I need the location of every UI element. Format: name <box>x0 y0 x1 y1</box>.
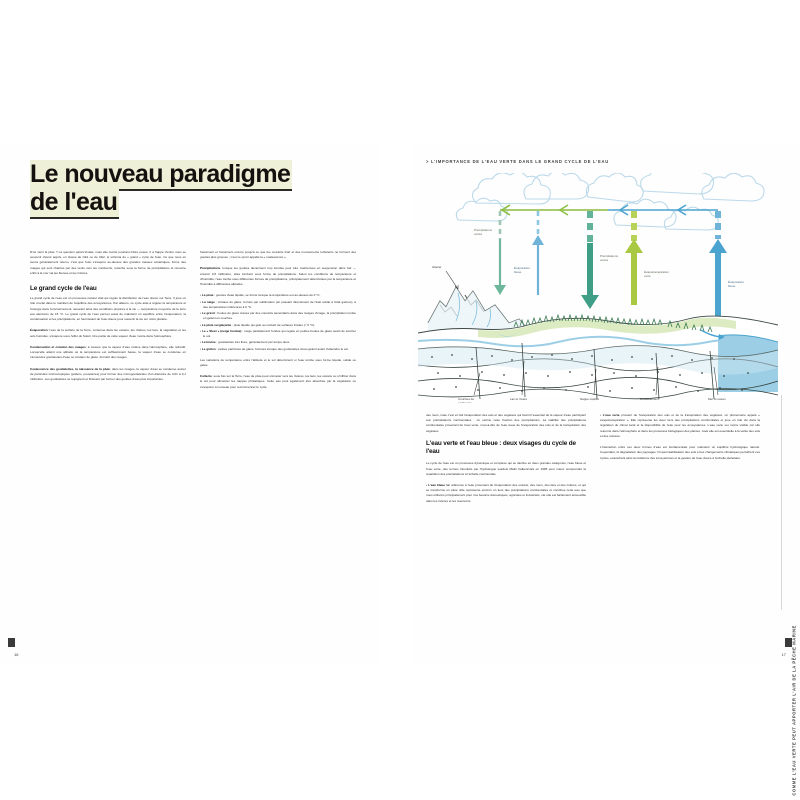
left-column-1 <box>30 250 186 630</box>
arrow-evaporation-bleue-right <box>709 211 727 323</box>
eau-verte-bleue-intro: Le cycle de l'eau est un processus dynamique et complexe qui se décline en deux grandes catégories, l'eau bleue et l'eau verte, des termes introduits par l'hydrologue suédois Malin Falkenmark en 1995 pour mieux comprendre la répartition des précipitations à l'échelle continentale. <box>426 461 586 476</box>
page-title <box>30 160 320 216</box>
collecte-text: : sous fois sur la Terre, l'eau de pluie peut s'écouler vers les rivières, les lacs, les océans ou s'infiltrer dans le sol pour alimenter les nappes phréatiques. Cette eau peut également être absorbée par la végétation ou s'évaporer à nouveau pour recommencer le cycle. <box>200 374 356 389</box>
label-evapotranspiration-2: verte <box>644 274 651 278</box>
bullet-term: La bruine <box>201 340 216 345</box>
label-nappe-captive: Nappe captive <box>580 397 600 401</box>
bullet-term: La neige <box>202 299 215 304</box>
label-ruissellement: Ruissellement <box>640 397 659 401</box>
figure-caption: > L'IMPORTANCE DE L'EAU VERTE DANS LE GRAND CYCLE DE L'EAU <box>426 159 609 164</box>
right-column-1 <box>426 413 586 625</box>
label-glacier-leader <box>446 271 458 289</box>
list-item: • La pluie verglaçante : pluie liquide qui gèle au contact de surfaces froides (< 0 °C). <box>200 322 316 327</box>
list-item: • La neige : cristaux de glace, formés par sublimation (en passant directement de l'état solide à l'état gazeux), à des températures inférieures à 0 °C. <box>200 299 356 309</box>
label-glacier: Glacier <box>432 265 442 269</box>
folio-mark-left <box>8 638 15 647</box>
title-line-2: de l'eau <box>30 188 119 219</box>
label-couches-sediments-2: sédiments <box>458 401 472 403</box>
precipitations-text: : lorsque les gouttes deviennent trop lourdes pour être maintenues en suspension dans l'air — environ 0,5 millimètre, elles tombent sous forme de précipitations. Selon les conditions de température et d'humidité, l'eau tombe sous différentes formes de précipitations, principalement déterminées par la température et l'humidité à différentes altitudes. <box>200 266 356 287</box>
bullet-term: Le grésil <box>202 311 215 316</box>
closing-paragraph: L'interaction entre ces deux formes d'eau est fondamentale pour maintenir un équilibre hydrologique naturel. Cependant, la dégradation des paysages, l'imperméabilisation des sols et les changements climatiques perturbent ces cycles, exacerbant ainsi la résilience des écosystèmes et la gestion de l'eau douce à l'échelle planétaire. <box>600 445 760 460</box>
label-evaporation-bleue-left-2: bleue <box>514 270 522 274</box>
eau-bleue-paragraph: • L'eau bleue fait référence à l'eau provenant de l'évaporation des océans, des mers, des lacs et des rivières, et qui se transforme en pluie. Elle représente environ un tiers des précipitations continentales et constitue cette eau que nous utilisons principalement pour nos besoins domestiques, agricoles et industriels, car elle est facilement accessible dans les rivières et les réservoirs. <box>426 483 586 503</box>
book-spread <box>0 145 800 796</box>
coalescence-paragraph <box>30 367 186 383</box>
label-mer-ocean: Mer et océan <box>708 397 726 401</box>
running-head-rule <box>781 395 782 610</box>
evaporation-label: Évaporation <box>30 328 48 333</box>
label-precipitations-vertes-main-2: vertes <box>600 258 609 262</box>
eau-verte-label: L'eau verte <box>602 413 620 417</box>
water-cycle-diagram <box>418 173 778 403</box>
folio-right: 17 <box>781 652 786 657</box>
arrow-precipitations-vertes-main <box>581 211 599 309</box>
arrow-precipitations-vertes-left <box>494 211 506 295</box>
grand-cycle-paragraph: Le grand cycle de l'eau est un processus naturel vital qui régule la distribution de l'eau douce sur Terre. Il joue un rôle crucial dans le maintien de l'équilibre des écosystèmes. Par ailleurs, ce cycle aide à réguler la température et l'énergie dans l'environnement, assurant ainsi des conditions propices à la vie — température moyenne de la terre aux alentours de 15 °C. Le grand cycle de l'eau permet aussi de maintenir un équilibre entre l'évaporation, la condensation et les précipitations, en fournissant de l'eau douce pour soutenir la vie sur notre planète. <box>30 296 186 322</box>
folio-mark-right <box>785 638 792 647</box>
condensation-text: : à mesure que la vapeur d'eau s'élève dans l'atmosphère, elle refroidit. Lorsqu'elle atteint une altitude où la température est suffisamment basse, la vapeur d'eau se condense en minuscules gouttelettes d'eau ou cristaux de glace, formant des nuages. <box>30 344 186 360</box>
precipitations-label: Précipitations <box>200 266 221 271</box>
right-body-columns <box>426 413 778 625</box>
eau-verte-paragraph: • L'eau verte provient de l'évaporation des sols et de la transpiration des végétaux, un phénomène appelé « évapotranspiration ». Elle représente les deux tiers des précipitations continentales et joue un rôle clé dans la régulation du climat local et la disponibilité de l'eau pour les écosystèmes. L'eau verte est moins visible car elle retourne dans l'atmosphère et dans les processus biologiques des plantes, mais elle est essentielle à la santé des sols et des cultures. <box>600 413 760 438</box>
label-evaporation-bleue-right-2: bleue <box>728 284 736 288</box>
label-evapotranspiration: Évapotranspiration <box>644 270 670 274</box>
label-couches-sediments: Couches de <box>458 397 475 401</box>
left-page <box>0 145 380 665</box>
spread-gutter <box>380 145 412 665</box>
section-heading-grand-cycle: Le grand cycle de l'eau <box>30 285 97 293</box>
left-body-columns <box>30 250 356 630</box>
list-item: • La bruine : gouttelettes très fines, généralement par temps doux. <box>200 340 291 345</box>
bullet-definition: : cristaux de glace, formés par sublimation (en passant directement de l'état solide à l'état gazeux), à des températures inférieures à 0 °C. <box>203 299 356 309</box>
list-item: • Le « Sleet » (neige fondue) : neige partiellement fondue qui regèle en petites boules de glace avant de toucher le sol. <box>200 328 356 339</box>
left-column-2 <box>200 250 356 630</box>
bullet-definition: : pluie liquide qui gèle au contact de surfaces froides (< 0 °C). <box>231 322 316 327</box>
label-lac-riviere: Lac et rivière <box>510 397 528 401</box>
title-line-1: Le nouveau paradigme <box>30 160 292 191</box>
bullet-term: La pluie <box>201 293 214 298</box>
evaporation-paragraph <box>30 328 186 338</box>
label-evaporation-bleue-left: Évaporation <box>514 266 531 270</box>
collecte-paragraph <box>200 374 356 390</box>
evaporation-text: : l'eau de la surface de la Terre, contenue dans les océans, les rivières, les lacs, la végétation et les sols humides, s'évapore sous l'effet du Soleil. Une partie de cette vapeur d'eau monte dans l'atmosphère. <box>30 328 186 338</box>
bullet-term: La pluie verglaçante <box>201 322 232 327</box>
intro-paragraph: D'où vient la pluie ? La question paraît triviale, mais elle mérite pourtant d'être posée. Il a frappé d'entre nous se souvenir d'avoir appris, en classe de CE1 ou de CE2, le schéma du « grand » cycle de l'eau. Ce que nous en avons généralement retenu, c'est que l'eau s'évapore au-dessus des grandes masses océaniques, forme des nuages qui sont charriés par des vents vers les continents, retombe sous la forme de précipitations et retourne enfin à la mer via les fleuves et les rivières. <box>30 250 186 275</box>
coalescence-text: : dans les nuages, la vapeur d'eau se condense autour de particules microscopiques (pollens, poussières) pour former des microgouttelettes d'un diamètre de 0,01 à 0,1 millimètre. Les gouttelettes se rejoignent et finissent par former des gouttes d'eau plus importantes. <box>30 366 187 381</box>
bullet-definition: : gouttelettes très fines, généralement par temps doux. <box>215 340 291 345</box>
label-precipitations-vertes-main: Précipitations <box>600 254 619 258</box>
bullet-definition: : boules de glace créées par des courants ascendants dans des nuages d'orage, la précipitation tombe en gelant en couches. <box>203 311 356 321</box>
bullet-term: Le grêlon <box>201 346 216 351</box>
precipitations-paragraph <box>200 266 356 287</box>
collecte-label: Collecte <box>200 374 212 379</box>
column2-continuation: fusionnent et fusionnent encore jusqu'à ce que les courants d'air et des mouvements turbulents ne forment des gouttes plus grosses ; c'est ce qu'on appelle la « coalescence ». <box>200 250 356 260</box>
bullet-definition: : petites particules de glace, formées lorsque des gouttelettes d'eau gèlent avant d'atteindre le sol. <box>215 346 349 351</box>
list-item: • Le grésil : boules de glace créées par des courants ascendants dans des nuages d'orage, la précipitation tombe en gelant en couches. <box>200 311 356 321</box>
running-head: COMME L'EAU VERTE PEUT APPORTER L'AIR DE LA PÊCHE MARINE <box>792 625 797 796</box>
list-item: • La pluie : gouttes d'eau liquide, se forme lorsque la température est au-dessus de 0 °C. <box>200 293 321 298</box>
section-heading-eau-verte-bleue: L'eau verte et l'eau bleue : deux visages du cycle de l'eau <box>426 439 576 456</box>
eau-bleue-label: L'eau bleue <box>428 483 445 488</box>
condensation-paragraph <box>30 345 186 361</box>
label-precipitations-vertes-left: Précipitations <box>474 228 493 232</box>
label-precipitations-vertes-left-2: vertes <box>474 232 483 236</box>
precipitation-types-list <box>200 293 356 351</box>
eau-bleue-text: fait référence à l'eau provenant de l'évaporation des océans, des mers, des lacs et des rivières, et qui se transforme en pluie. Elle représente environ un tiers des précipitations continentales et constitue cette eau que nous utilisons principalement pour nos besoins domestiques, agricoles et industriels, car elle est facilement accessible dans les rivières et les réservoirs. <box>426 483 586 503</box>
condensation-label: Condensation et création des nuages <box>30 344 86 349</box>
bullet-definition: : gouttes d'eau liquide, se forme lorsque la température est au-dessus de 0 °C. <box>213 293 321 298</box>
arrow-evaporation-bleue-left <box>532 211 544 295</box>
bullet-term: Le « Sleet » (neige fondue) <box>202 328 242 333</box>
right-page <box>412 145 800 796</box>
right-column1-continuation: des mers, mais c'est en fait l'évaporation des sols et des végétaux qui fournit l'essentiel de la vapeur d'eau participant aux précipitations continentales : on estime cette fraction des précipitations. La stabilité des précipitations continentales provenant de l'eau verte, c'est-à-dire de l'eau issue de l'évaporation des sols et de la transpiration des végétaux. <box>426 413 586 433</box>
eau-verte-text: provient de l'évaporation des sols et de la transpiration des végétaux, un phénomène appelé « évapotranspiration ». Elle représente les deux tiers des précipitations continentales et joue un rôle clé dans la régulation du climat local et la disponibilité de l'eau pour les écosystèmes. L'eau verte est moins visible car elle retourne dans l'atmosphère et dans les processus biologiques des plantes, mais elle est essentielle à la santé des sols et des cultures. <box>600 413 760 438</box>
temperature-paragraph: Les variations de température entre l'altitude et le sol déterminent si l'eau tombe sous forme liquide, solide ou gelée. <box>200 357 356 367</box>
coalescence-label: Coalescence des gouttelettes, la naissance de la pluie <box>30 366 111 371</box>
label-evaporation-bleue-right: Évaporation <box>728 280 745 284</box>
glacier-fill <box>428 287 531 333</box>
folio-left: 16 <box>14 652 19 657</box>
bullet-definition: : neige partiellement fondue qui regèle en petites boules de glace avant de toucher le sol. <box>203 328 356 339</box>
list-item: • Le grêlon : petites particules de glace, formées lorsque des gouttelettes d'eau gèlent avant d'atteindre le sol. <box>200 346 349 351</box>
right-column-2 <box>600 413 760 625</box>
cloud-icon <box>456 173 764 230</box>
